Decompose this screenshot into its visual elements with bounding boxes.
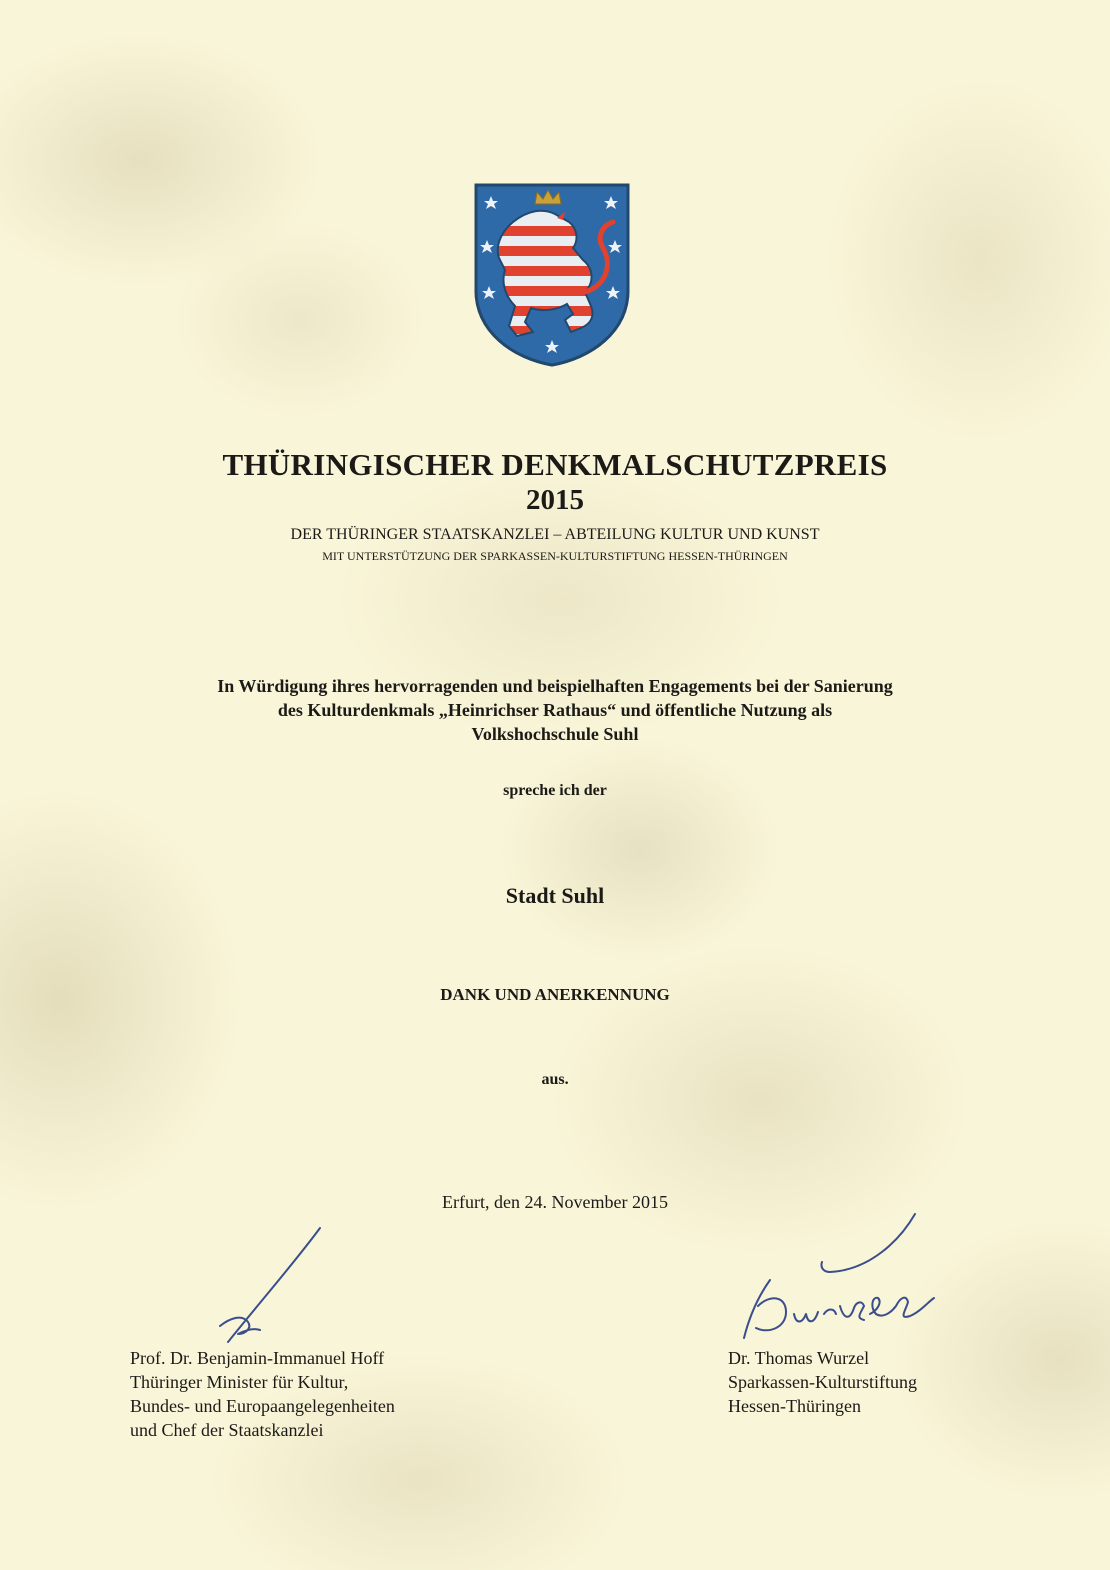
- signatory-left-title: und Chef der Staatskanzlei: [130, 1420, 324, 1440]
- signatory-left-name: Prof. Dr. Benjamin-Immanuel Hoff: [130, 1348, 385, 1368]
- signatory-left-title: Bundes- und Europaangelegenheiten: [130, 1396, 395, 1416]
- signature-right-icon: [730, 1210, 945, 1345]
- support-line: MIT UNTERSTÜTZUNG DER SPARKASSEN-KULTURSTIFTUNG HESSEN-THÜRINGEN: [322, 549, 788, 563]
- award-year: 2015: [526, 484, 584, 516]
- signatory-right: [728, 1346, 917, 1418]
- closing-word: aus.: [541, 1071, 569, 1088]
- issuer-line: DER THÜRINGER STAATSKANZLEI – ABTEILUNG KULTUR UND KUNST: [290, 526, 820, 543]
- signatory-left: [130, 1346, 395, 1442]
- place-and-date: Erfurt, den 24. November 2015: [442, 1192, 668, 1212]
- citation: [0, 674, 1110, 746]
- address-phrase: spreche ich der: [503, 782, 607, 799]
- signatory-right-title: Hessen-Thüringen: [728, 1396, 861, 1416]
- signature-left-icon: [190, 1222, 340, 1350]
- signatory-right-name: Dr. Thomas Wurzel: [728, 1348, 870, 1368]
- award-title: THÜRINGISCHER DENKMALSCHUTZPREIS: [222, 447, 888, 482]
- signatory-right-title: Sparkassen-Kulturstiftung: [728, 1372, 917, 1392]
- gratitude-phrase: DANK UND ANERKENNUNG: [440, 985, 670, 1004]
- recipient-name: Stadt Suhl: [505, 883, 605, 908]
- coat-of-arms-icon: [473, 182, 631, 368]
- citation-line: In Würdigung ihres hervorragenden und beispielhaften Engagements bei der Sanierung: [217, 676, 893, 696]
- citation-line: Volkshochschule Suhl: [471, 724, 639, 744]
- signatory-left-title: Thüringer Minister für Kultur,: [130, 1372, 349, 1392]
- citation-line: des Kulturdenkmals „Heinrichser Rathaus“ und öffentliche Nutzung als: [277, 700, 833, 720]
